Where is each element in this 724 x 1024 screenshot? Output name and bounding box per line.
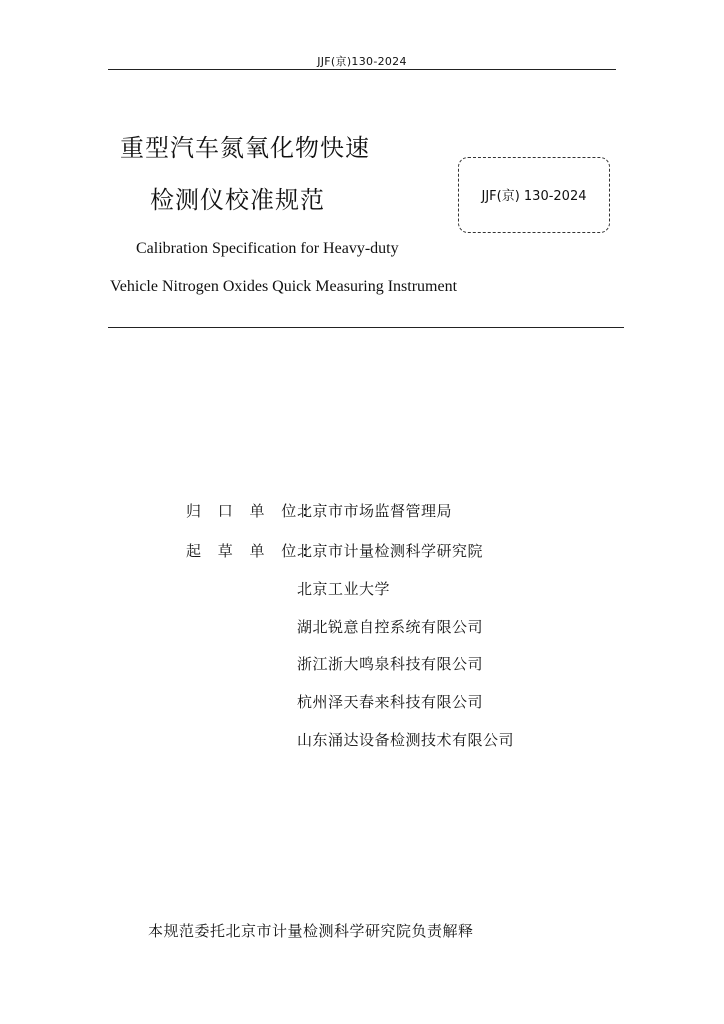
title-line-1: 重型汽车氮氧化物快速	[120, 134, 370, 162]
drafting-unit-item: 浙江浙大鸣泉科技有限公司	[297, 655, 484, 673]
title-line-2: 检测仪校准规范	[150, 186, 325, 214]
english-title-line-1: Calibration Specification for Heavy-duty	[136, 240, 399, 257]
english-title-line-2: Vehicle Nitrogen Oxides Quick Measuring Instrument	[110, 278, 458, 295]
drafting-units-label: 起 草 单 位:	[186, 542, 314, 560]
drafting-unit-item: 杭州泽天春来科技有限公司	[297, 693, 484, 711]
responsible-unit-label: 归 口 单 位:	[186, 502, 314, 520]
drafting-unit-item: 湖北锐意自控系统有限公司	[297, 618, 484, 636]
title-divider	[108, 327, 624, 328]
drafting-unit-item: 山东涌达设备检测技术有限公司	[297, 731, 515, 749]
header-divider	[108, 69, 616, 70]
header-standard-code: JJF(京)130-2024	[317, 55, 407, 68]
responsible-unit-value: 北京市市场监督管理局	[297, 502, 453, 520]
standard-code-box-text: JJF(京) 130-2024	[481, 189, 587, 204]
drafting-unit-item: 北京工业大学	[297, 580, 391, 598]
drafting-unit-item: 北京市计量检测科学研究院	[297, 542, 484, 560]
interpretation-note: 本规范委托北京市计量检测科学研究院负责解释	[148, 922, 474, 940]
